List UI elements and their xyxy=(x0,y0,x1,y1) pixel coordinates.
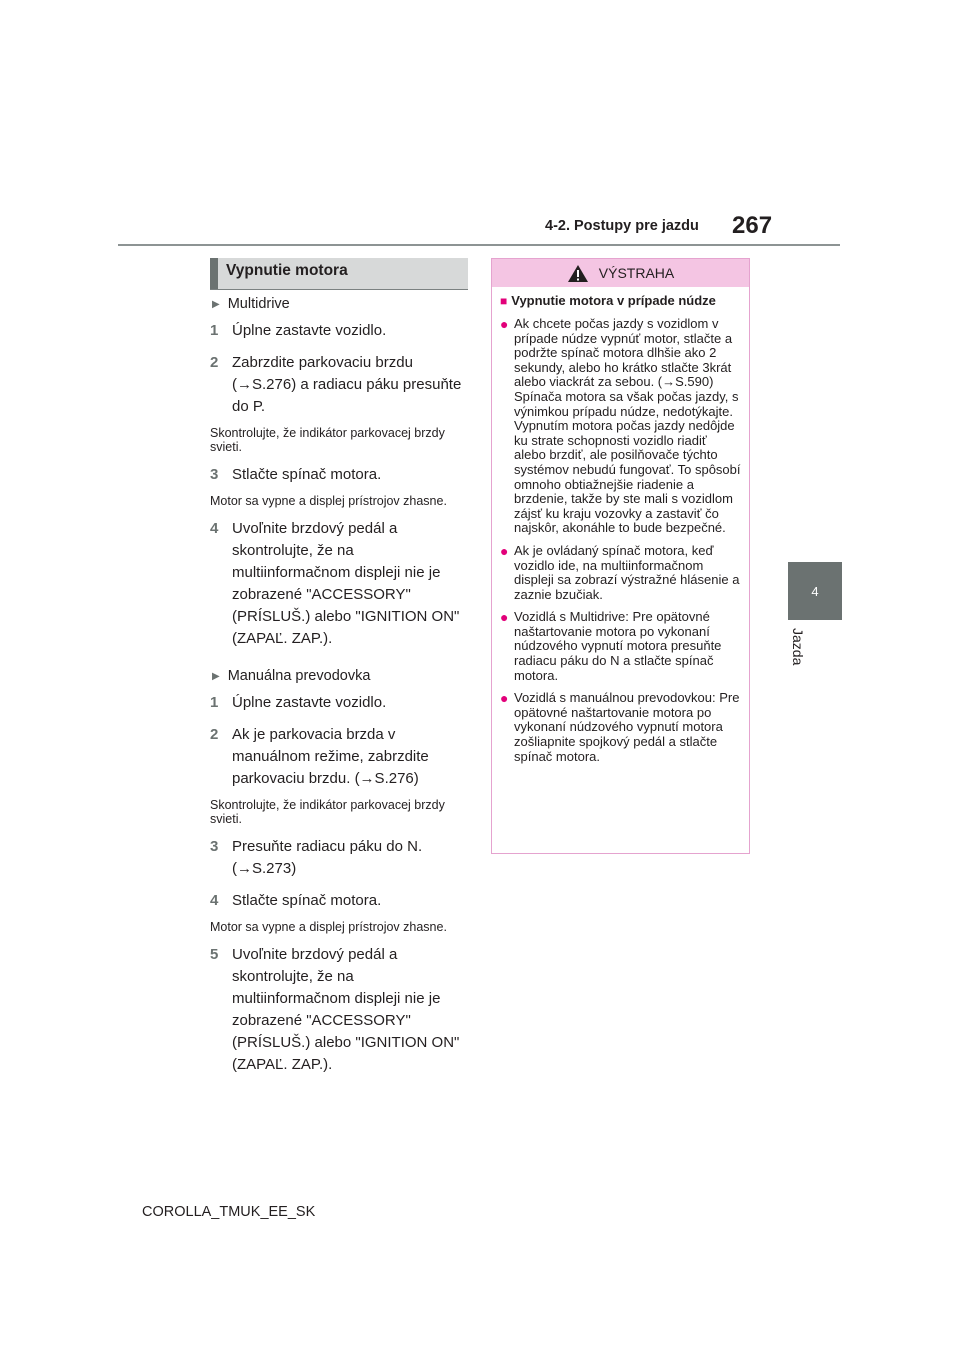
step-text: Stlačte spínač motora. xyxy=(232,466,382,483)
header-section-title: 4-2. Postupy pre jazdu xyxy=(545,218,699,234)
step-number: 1 xyxy=(210,322,219,339)
step xyxy=(210,320,472,342)
warning-item xyxy=(500,610,741,683)
subsection-label: Multidrive xyxy=(227,296,290,312)
warning-item-text: Ak chcete počas jazdy s vozidlom v prípade núdze vypnúť motor, stlačte a podržte spínač motora dlhšie ako 2 sekundy, alebo ho krátko stlačte 3krát alebo viackrát za sebou. (→S.590) Spínača motora sa však počas jazdy, s výnimkou prípadu núdze, nedotýkajte. Vypnutím motora počas jazdy nedôjde ku strate schopnosti vozidlo riadiť alebo brzdiť, ale posilňovače týchto systémov nebudú fungovať. To spôsobí omnoho obtiažnejšie riadenie a brzdenie, takže by ste mali s vozidlom zájsť ku kraju vozovky a zastaviť čo najskôr, akonáhle to bude bezpečné. xyxy=(514,316,741,536)
step-text: Zabrzdite parkovaciu brzdu (→S.276) a radiacu páku presuňte do P. xyxy=(232,354,462,415)
step-number: 2 xyxy=(210,726,219,743)
step xyxy=(210,464,472,486)
warning-item xyxy=(500,691,741,764)
warning-header-text: VÝSTRAHA xyxy=(598,265,675,281)
note: Skontrolujte, že indikátor parkovacej brzdy svieti. xyxy=(210,426,445,454)
section-heading xyxy=(210,258,468,290)
page-number: 267 xyxy=(732,212,773,239)
square-bullet-icon: ■ xyxy=(500,294,508,308)
step xyxy=(210,944,472,1076)
note: Motor sa vypne a displej prístrojov zhasne. xyxy=(210,494,447,508)
step xyxy=(210,692,472,714)
warning-item-text: Vozidlá s Multidrive: Pre opätovné naštartovanie motora po vykonaní núdzového vypnutí motora presuňte radiacu páku do N a stlačte spínač motora. xyxy=(514,609,722,683)
warning-item xyxy=(500,317,741,536)
step-number: 3 xyxy=(210,838,219,855)
step-text: Stlačte spínač motora. xyxy=(232,892,382,909)
warning-item-text: Ak je ovládaný spínač motora, keď vozidlo ide, na multiinformačnom displeji sa zobrazí výstražné hlásenie a zaznie bzučiak. xyxy=(514,542,740,602)
step-text: Uvoľnite brzdový pedál a skontrolujte, že na multiinformačnom displeji nie je zobrazené "ACCESSORY" (PRÍSLUŠ.) alebo "IGNITION ON" (ZAPAĽ. ZAP.). xyxy=(232,520,460,647)
note: Skontrolujte, že indikátor parkovacej brzdy svieti. xyxy=(210,798,445,826)
step-number: 3 xyxy=(210,466,219,483)
warning-header xyxy=(492,259,749,287)
step xyxy=(210,518,472,650)
arrow-right-icon: ▶ xyxy=(212,670,220,682)
step-text: Uvoľnite brzdový pedál a skontrolujte, že na multiinformačnom displeji nie je zobrazené "ACCESSORY" (PRÍSLUŠ.) alebo "IGNITION ON" (ZAPAĽ. ZAP.). xyxy=(232,946,460,1073)
step xyxy=(210,352,472,418)
step xyxy=(210,836,472,880)
warning-box xyxy=(491,258,750,854)
step-number: 1 xyxy=(210,694,219,711)
step-text: Ak je parkovacia brzda v manuálnom režime, zabrzdite parkovaciu brzdu. (→S.276) xyxy=(232,726,429,787)
step-number: 2 xyxy=(210,354,219,371)
warning-title xyxy=(500,293,741,309)
step-text: Úplne zastavte vozidlo. xyxy=(232,694,387,711)
step xyxy=(210,890,472,912)
side-tab-label: Jazda xyxy=(790,628,806,666)
arrow-right-icon: ▶ xyxy=(212,298,220,310)
warning-title-text: Vypnutie motora v prípade núdze xyxy=(511,293,716,308)
circle-bullet-icon: ● xyxy=(500,690,509,707)
circle-bullet-icon: ● xyxy=(500,542,509,559)
step-number: 4 xyxy=(210,520,219,537)
warning-item-text: Vozidlá s manuálnou prevodovkou: Pre opätovné naštartovanie motora po vykonaní núdzového vypnutí motora zošliapnite spojkový pedál a stlačte spínač motora. xyxy=(514,690,740,764)
subsection-manual xyxy=(210,668,472,684)
warning-triangle-icon xyxy=(567,264,589,283)
subsection-multidrive xyxy=(210,296,472,312)
side-tab-number: 4 xyxy=(788,562,842,620)
warning-body xyxy=(492,287,749,764)
left-column xyxy=(210,296,472,1086)
footer-code: COROLLA_TMUK_EE_SK xyxy=(142,1204,316,1220)
step-text: Úplne zastavte vozidlo. xyxy=(232,322,387,339)
step-number: 4 xyxy=(210,892,219,909)
circle-bullet-icon: ● xyxy=(500,609,509,626)
section-heading-text: Vypnutie motora xyxy=(226,262,348,279)
subsection-label: Manuálna prevodovka xyxy=(227,668,371,684)
warning-item xyxy=(500,544,741,602)
step xyxy=(210,724,472,790)
header-rule xyxy=(118,244,840,246)
note: Motor sa vypne a displej prístrojov zhasne. xyxy=(210,920,447,934)
step-number: 5 xyxy=(210,946,219,963)
step-text: Presuňte radiacu páku do N. (→S.273) xyxy=(232,838,423,877)
circle-bullet-icon: ● xyxy=(500,316,509,332)
